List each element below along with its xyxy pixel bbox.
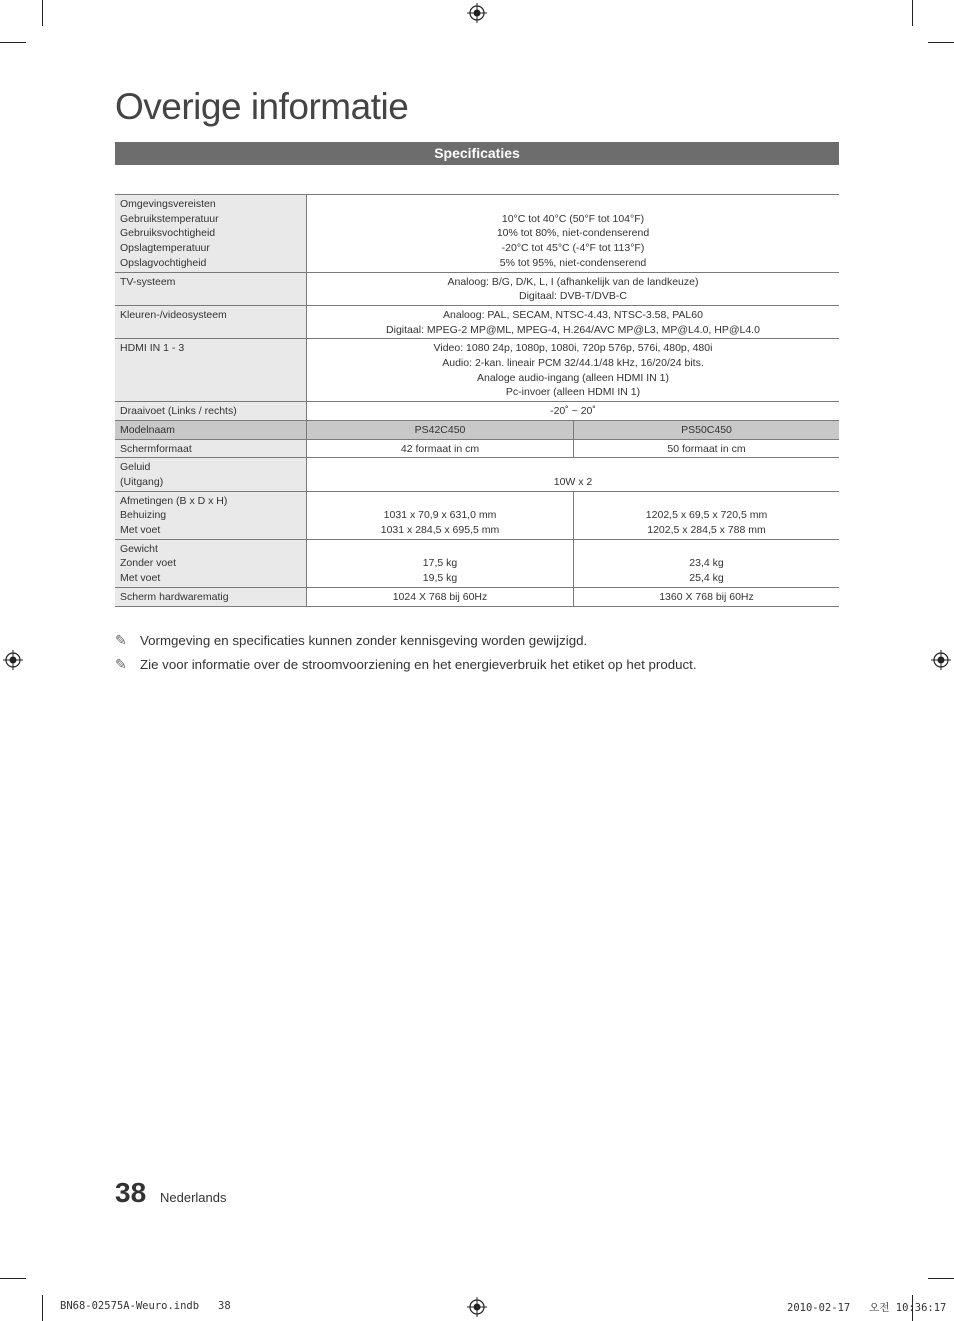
row-value: 42 formaat in cm [307, 439, 574, 458]
row-label: TV-systeem [115, 272, 307, 305]
row-label: HDMI IN 1 - 3 [115, 339, 307, 402]
footer-date: 2010-02-17 오전 10:36:17 [787, 1302, 947, 1314]
row-value: 1024 X 768 bij 60Hz [307, 587, 574, 606]
table-row [115, 305, 839, 338]
registration-mark-icon [467, 1297, 487, 1317]
crop-mark [0, 1278, 26, 1279]
row-label: Scherm hardwarematig [115, 587, 307, 606]
model-name-a: PS42C450 [307, 420, 574, 439]
crop-mark [928, 1278, 954, 1279]
crop-mark [42, 0, 43, 26]
table-row [115, 587, 839, 606]
row-value: 50 formaat in cm [574, 439, 840, 458]
registration-mark-icon [931, 650, 951, 670]
row-value: 17,5 kg 19,5 kg [307, 539, 574, 587]
row-value: 1360 X 768 bij 60Hz [574, 587, 840, 606]
row-label: Gewicht Zonder voet Met voet [115, 539, 307, 587]
footer-file: BN68-02575A-Weuro.indb 38 [60, 1300, 231, 1312]
row-label: Schermformaat [115, 439, 307, 458]
row-label: Kleuren-/videosysteem [115, 305, 307, 338]
table-row [115, 402, 839, 421]
row-label: Modelnaam [115, 420, 307, 439]
crop-mark [928, 42, 954, 43]
pencil-note-icon: ✎ [115, 631, 127, 648]
note-text: Vormgeving en specificaties kunnen zonder kennisgeving worden gewijzigd. [140, 632, 588, 648]
crop-mark [42, 1295, 43, 1321]
table-row [115, 491, 839, 539]
table-row [115, 439, 839, 458]
pencil-note-icon: ✎ [115, 655, 127, 672]
row-value: 10°C tot 40°C (50°F tot 104°F) 10% tot 80%, niet-condenserend -20°C tot 45°C (-4°F tot 113°F) 5% tot 95%, niet-condenserend [307, 195, 840, 273]
table-row [115, 339, 839, 402]
note-item [115, 652, 697, 676]
row-value: -20˚ ~ 20˚ [307, 402, 840, 421]
table-row [115, 195, 839, 273]
row-label: Draaivoet (Links / rechts) [115, 402, 307, 421]
row-value: 1031 x 70,9 x 631,0 mm 1031 x 284,5 x 695,5 mm [307, 491, 574, 539]
row-value: 1202,5 x 69,5 x 720,5 mm 1202,5 x 284,5 x 788 mm [574, 491, 840, 539]
note-text: Zie voor informatie over de stroomvoorziening en het energieverbruik het etiket op het product. [140, 656, 697, 672]
model-name-b: PS50C450 [574, 420, 840, 439]
table-row [115, 539, 839, 587]
table-row [115, 420, 839, 439]
row-label: Afmetingen (B x D x H) Behuizing Met voet [115, 491, 307, 539]
row-label: Geluid (Uitgang) [115, 458, 307, 491]
row-label: Omgevingsvereisten Gebruikstemperatuur Gebruiksvochtigheid Opslagtemperatuur Opslagvochtigheid [115, 195, 307, 273]
row-value: 10W x 2 [307, 458, 840, 491]
row-value: Video: 1080 24p, 1080p, 1080i, 720p 576p, 576i, 480p, 480i Audio: 2-kan. lineair PCM 32/44.1/48 kHz, 16/20/24 bits. Analoge audio-ingang (alleen HDMI IN 1) Pc-invoer (alleen HDMI IN 1) [307, 339, 840, 402]
note-item [115, 628, 697, 652]
page-language: Nederlands [160, 1190, 227, 1205]
row-value: 23,4 kg 25,4 kg [574, 539, 840, 587]
notes-list [115, 628, 697, 676]
row-value: Analoog: PAL, SECAM, NTSC-4.43, NTSC-3.58, PAL60 Digitaal: MPEG-2 MP@ML, MPEG-4, H.264/AVC MP@L3, MP@L4.0, HP@L4.0 [307, 305, 840, 338]
registration-mark-icon [467, 3, 487, 23]
row-value: Analoog: B/G, D/K, L, I (afhankelijk van de landkeuze) Digitaal: DVB-T/DVB-C [307, 272, 840, 305]
spec-table [115, 194, 839, 607]
section-header: Specificaties [115, 142, 839, 165]
crop-mark [912, 0, 913, 26]
crop-mark [0, 42, 26, 43]
registration-mark-icon [3, 650, 23, 670]
page-number: 38 [115, 1177, 147, 1208]
table-row [115, 272, 839, 305]
page-title: Overige informatie [115, 86, 409, 127]
table-row [115, 458, 839, 491]
